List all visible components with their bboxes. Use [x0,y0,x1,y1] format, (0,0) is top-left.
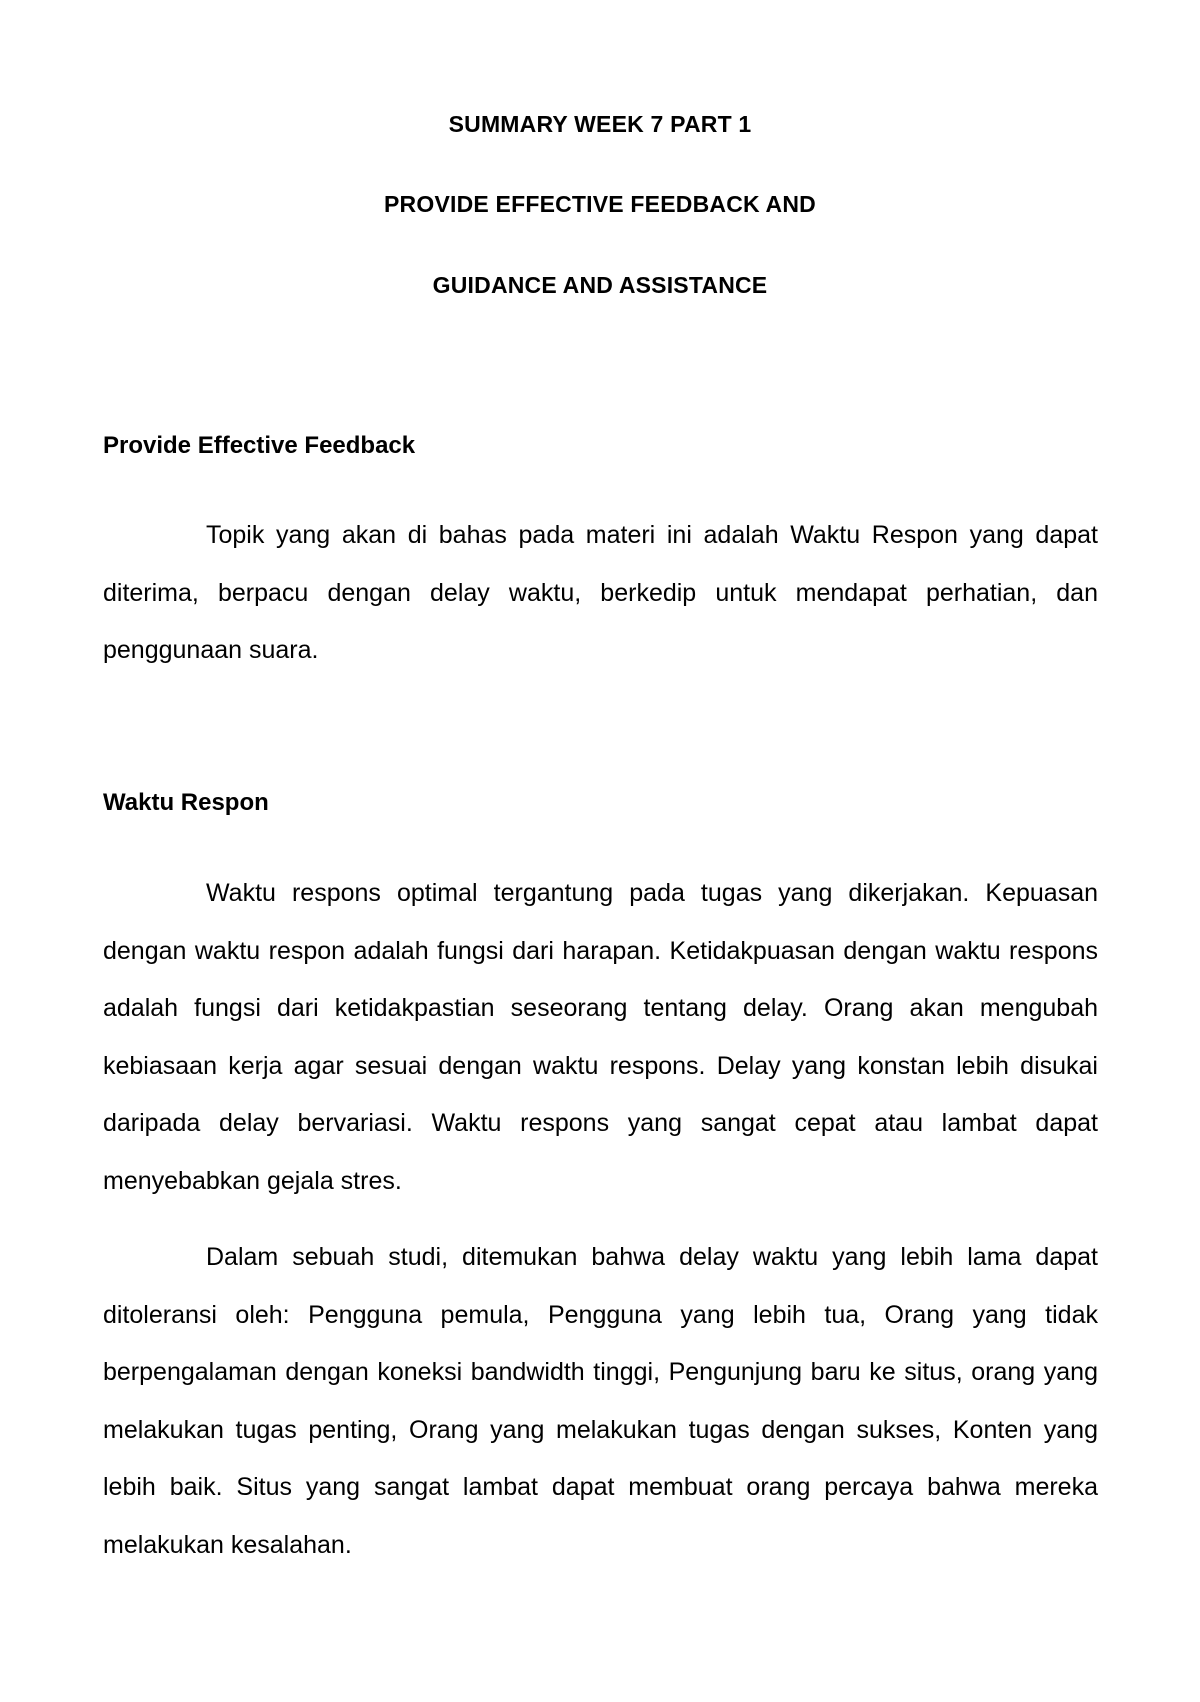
document-title-line-3: GUIDANCE AND ASSISTANCE [432,272,768,298]
section-heading-waktu-respon: Waktu Respon [103,789,269,816]
section-heading-provide-effective-feedback: Provide Effective Feedback [103,432,416,459]
paragraph-feedback-intro: Topik yang akan di bahas pada materi ini adalah Waktu Respon yang dapat diterima, berpacu dengan delay waktu, berkedip untuk mendapat perhatian, dan penggunaan suara. [103,521,1098,664]
paragraph-waktu-respon-1: Waktu respons optimal tergantung pada tugas yang dikerjakan. Kepuasan dengan waktu respon adalah fungsi dari harapan. Ketidakpuasan dengan waktu respons adalah fungsi dari ketidakpastian seseorang tentang delay. Orang akan mengubah kebiasaan kerja agar sesuai dengan waktu respons. Delay yang konstan lebih disukai daripada delay bervariasi. Waktu respons yang sangat cepat atau lambat dapat menyebabkan gejala stres. [103,879,1098,1195]
paragraph-waktu-respon-2: Dalam sebuah studi, ditemukan bahwa delay waktu yang lebih lama dapat ditoleransi oleh: Pengguna pemula, Pengguna yang lebih tua, Orang yang tidak berpengalaman dengan koneksi bandwidth tinggi, Pengunjung baru ke situs, orang yang melakukan tugas penting, Orang yang melakukan tugas dengan sukses, Konten yang lebih baik. Situs yang sangat lambat dapat membuat orang percaya bahwa mereka melakukan kesalahan. [103,1243,1098,1559]
document-title-line-2: PROVIDE EFFECTIVE FEEDBACK AND [384,191,816,217]
document-title-line-1: SUMMARY WEEK 7 PART 1 [448,111,752,137]
